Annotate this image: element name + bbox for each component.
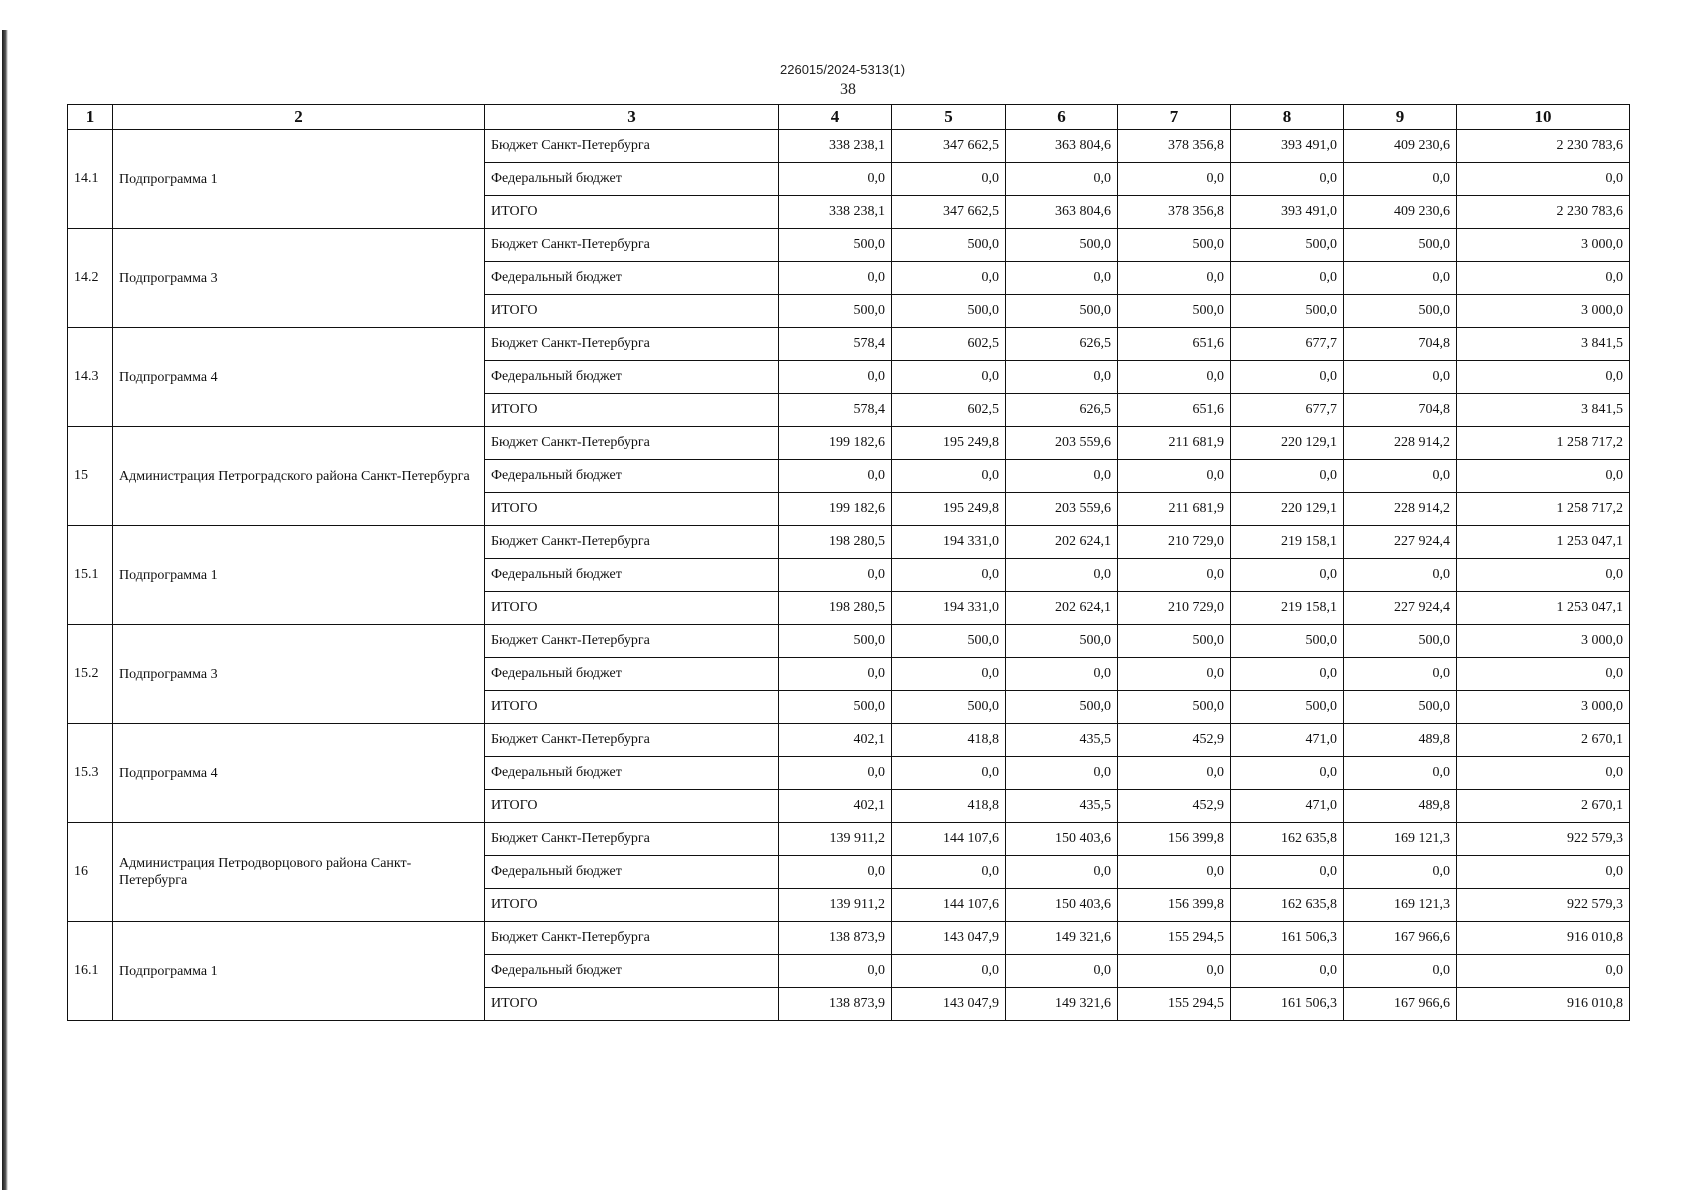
budget-table bbox=[67, 104, 1630, 1021]
scan-edge-shadow bbox=[2, 30, 8, 1190]
year-value: 0,0 bbox=[1006, 361, 1118, 394]
year-value: 500,0 bbox=[1118, 691, 1231, 724]
funding-source: Бюджет Санкт-Петербурга bbox=[485, 922, 779, 955]
year-value: 418,8 bbox=[892, 724, 1006, 757]
year-value: 409 230,6 bbox=[1344, 130, 1457, 163]
year-value: 347 662,5 bbox=[892, 130, 1006, 163]
year-value: 0,0 bbox=[1006, 262, 1118, 295]
year-value: 0,0 bbox=[1006, 559, 1118, 592]
year-value: 198 280,5 bbox=[779, 526, 892, 559]
year-value: 435,5 bbox=[1006, 790, 1118, 823]
year-value: 198 280,5 bbox=[779, 592, 892, 625]
year-value: 0,0 bbox=[1118, 856, 1231, 889]
year-value: 0,0 bbox=[779, 658, 892, 691]
year-value: 143 047,9 bbox=[892, 988, 1006, 1021]
year-value: 227 924,4 bbox=[1344, 592, 1457, 625]
year-value: 0,0 bbox=[892, 856, 1006, 889]
year-value: 0,0 bbox=[892, 361, 1006, 394]
year-value: 202 624,1 bbox=[1006, 526, 1118, 559]
year-value: 0,0 bbox=[1344, 658, 1457, 691]
total-value: 0,0 bbox=[1457, 757, 1630, 790]
year-value: 199 182,6 bbox=[779, 493, 892, 526]
year-value: 0,0 bbox=[892, 658, 1006, 691]
year-value: 0,0 bbox=[892, 757, 1006, 790]
column-header-10: 10 bbox=[1457, 105, 1630, 130]
funding-source: Бюджет Санкт-Петербурга bbox=[485, 130, 779, 163]
year-value: 149 321,6 bbox=[1006, 988, 1118, 1021]
year-value: 0,0 bbox=[1231, 361, 1344, 394]
total-value: 3 000,0 bbox=[1457, 625, 1630, 658]
year-value: 0,0 bbox=[1231, 559, 1344, 592]
year-value: 489,8 bbox=[1344, 724, 1457, 757]
year-value: 500,0 bbox=[1006, 625, 1118, 658]
year-value: 139 911,2 bbox=[779, 823, 892, 856]
document-id: 226015/2024-5313(1) bbox=[780, 62, 906, 77]
year-value: 378 356,8 bbox=[1118, 130, 1231, 163]
year-value: 0,0 bbox=[1006, 856, 1118, 889]
year-value: 0,0 bbox=[1118, 757, 1231, 790]
year-value: 500,0 bbox=[779, 691, 892, 724]
funding-source: Федеральный бюджет bbox=[485, 163, 779, 196]
total-value: 1 253 047,1 bbox=[1457, 526, 1630, 559]
total-value: 2 670,1 bbox=[1457, 724, 1630, 757]
year-value: 0,0 bbox=[892, 955, 1006, 988]
year-value: 155 294,5 bbox=[1118, 922, 1231, 955]
year-value: 167 966,6 bbox=[1344, 922, 1457, 955]
year-value: 195 249,8 bbox=[892, 493, 1006, 526]
year-value: 169 121,3 bbox=[1344, 823, 1457, 856]
year-value: 211 681,9 bbox=[1118, 493, 1231, 526]
total-value: 2 230 783,6 bbox=[1457, 196, 1630, 229]
year-value: 143 047,9 bbox=[892, 922, 1006, 955]
year-value: 0,0 bbox=[1118, 955, 1231, 988]
total-value: 0,0 bbox=[1457, 361, 1630, 394]
year-value: 0,0 bbox=[1344, 163, 1457, 196]
year-value: 338 238,1 bbox=[779, 130, 892, 163]
year-value: 210 729,0 bbox=[1118, 526, 1231, 559]
funding-source: Бюджет Санкт-Петербурга bbox=[485, 625, 779, 658]
year-value: 0,0 bbox=[1344, 361, 1457, 394]
year-value: 602,5 bbox=[892, 394, 1006, 427]
total-value: 3 000,0 bbox=[1457, 691, 1630, 724]
year-value: 0,0 bbox=[1006, 757, 1118, 790]
year-value: 0,0 bbox=[1006, 460, 1118, 493]
year-value: 0,0 bbox=[779, 460, 892, 493]
funding-source: Федеральный бюджет bbox=[485, 658, 779, 691]
column-header-3: 3 bbox=[485, 105, 779, 130]
year-value: 0,0 bbox=[1118, 163, 1231, 196]
total-value: 0,0 bbox=[1457, 658, 1630, 691]
total-value: 3 841,5 bbox=[1457, 394, 1630, 427]
year-value: 0,0 bbox=[1118, 361, 1231, 394]
year-value: 0,0 bbox=[1231, 955, 1344, 988]
year-value: 150 403,6 bbox=[1006, 823, 1118, 856]
funding-source: Бюджет Санкт-Петербурга bbox=[485, 328, 779, 361]
year-value: 677,7 bbox=[1231, 328, 1344, 361]
column-header-1: 1 bbox=[68, 105, 113, 130]
year-value: 0,0 bbox=[1118, 460, 1231, 493]
row-code: 15.3 bbox=[68, 724, 113, 823]
row-name: Администрация Петродворцового района Санкт-Петербурга bbox=[113, 823, 485, 922]
year-value: 202 624,1 bbox=[1006, 592, 1118, 625]
year-value: 393 491,0 bbox=[1231, 196, 1344, 229]
year-value: 409 230,6 bbox=[1344, 196, 1457, 229]
row-code: 15 bbox=[68, 427, 113, 526]
year-value: 138 873,9 bbox=[779, 922, 892, 955]
column-header-5: 5 bbox=[892, 105, 1006, 130]
table-row bbox=[68, 625, 1630, 658]
year-value: 161 506,3 bbox=[1231, 988, 1344, 1021]
funding-source: ИТОГО bbox=[485, 988, 779, 1021]
column-header-8: 8 bbox=[1231, 105, 1344, 130]
row-code: 14.1 bbox=[68, 130, 113, 229]
year-value: 0,0 bbox=[779, 955, 892, 988]
year-value: 500,0 bbox=[1231, 691, 1344, 724]
year-value: 0,0 bbox=[1231, 658, 1344, 691]
year-value: 471,0 bbox=[1231, 790, 1344, 823]
year-value: 347 662,5 bbox=[892, 196, 1006, 229]
year-value: 500,0 bbox=[779, 229, 892, 262]
year-value: 227 924,4 bbox=[1344, 526, 1457, 559]
table-row bbox=[68, 130, 1630, 163]
total-value: 922 579,3 bbox=[1457, 823, 1630, 856]
year-value: 0,0 bbox=[892, 262, 1006, 295]
year-value: 0,0 bbox=[779, 262, 892, 295]
row-name: Администрация Петроградского района Санкт-Петербурга bbox=[113, 427, 485, 526]
year-value: 211 681,9 bbox=[1118, 427, 1231, 460]
total-value: 1 258 717,2 bbox=[1457, 493, 1630, 526]
year-value: 363 804,6 bbox=[1006, 130, 1118, 163]
funding-source: ИТОГО bbox=[485, 394, 779, 427]
year-value: 210 729,0 bbox=[1118, 592, 1231, 625]
year-value: 149 321,6 bbox=[1006, 922, 1118, 955]
funding-source: Бюджет Санкт-Петербурга bbox=[485, 823, 779, 856]
column-header-7: 7 bbox=[1118, 105, 1231, 130]
year-value: 139 911,2 bbox=[779, 889, 892, 922]
year-value: 626,5 bbox=[1006, 328, 1118, 361]
total-value: 1 253 047,1 bbox=[1457, 592, 1630, 625]
funding-source: Федеральный бюджет bbox=[485, 361, 779, 394]
year-value: 393 491,0 bbox=[1231, 130, 1344, 163]
year-value: 0,0 bbox=[1006, 658, 1118, 691]
year-value: 203 559,6 bbox=[1006, 427, 1118, 460]
year-value: 220 129,1 bbox=[1231, 427, 1344, 460]
year-value: 0,0 bbox=[1006, 955, 1118, 988]
funding-source: Бюджет Санкт-Петербурга bbox=[485, 526, 779, 559]
year-value: 169 121,3 bbox=[1344, 889, 1457, 922]
year-value: 0,0 bbox=[1344, 460, 1457, 493]
year-value: 500,0 bbox=[892, 295, 1006, 328]
page-number: 38 bbox=[840, 81, 856, 98]
total-value: 1 258 717,2 bbox=[1457, 427, 1630, 460]
funding-source: Бюджет Санкт-Петербурга bbox=[485, 229, 779, 262]
year-value: 195 249,8 bbox=[892, 427, 1006, 460]
row-name: Подпрограмма 3 bbox=[113, 625, 485, 724]
year-value: 500,0 bbox=[1006, 229, 1118, 262]
total-value: 0,0 bbox=[1457, 163, 1630, 196]
year-value: 0,0 bbox=[892, 163, 1006, 196]
year-value: 0,0 bbox=[1006, 163, 1118, 196]
year-value: 500,0 bbox=[1344, 229, 1457, 262]
year-value: 203 559,6 bbox=[1006, 493, 1118, 526]
table-body bbox=[68, 130, 1630, 1021]
year-value: 219 158,1 bbox=[1231, 526, 1344, 559]
total-value: 916 010,8 bbox=[1457, 988, 1630, 1021]
funding-source: ИТОГО bbox=[485, 295, 779, 328]
year-value: 402,1 bbox=[779, 790, 892, 823]
row-name: Подпрограмма 4 bbox=[113, 724, 485, 823]
row-code: 14.3 bbox=[68, 328, 113, 427]
year-value: 0,0 bbox=[1344, 262, 1457, 295]
year-value: 150 403,6 bbox=[1006, 889, 1118, 922]
year-value: 155 294,5 bbox=[1118, 988, 1231, 1021]
year-value: 0,0 bbox=[1118, 262, 1231, 295]
funding-source: ИТОГО bbox=[485, 592, 779, 625]
row-code: 15.2 bbox=[68, 625, 113, 724]
year-value: 402,1 bbox=[779, 724, 892, 757]
table-row bbox=[68, 427, 1630, 460]
column-header-4: 4 bbox=[779, 105, 892, 130]
year-value: 704,8 bbox=[1344, 328, 1457, 361]
year-value: 162 635,8 bbox=[1231, 889, 1344, 922]
total-value: 3 000,0 bbox=[1457, 229, 1630, 262]
year-value: 156 399,8 bbox=[1118, 823, 1231, 856]
year-value: 220 129,1 bbox=[1231, 493, 1344, 526]
year-value: 500,0 bbox=[1231, 625, 1344, 658]
year-value: 338 238,1 bbox=[779, 196, 892, 229]
year-value: 500,0 bbox=[1006, 295, 1118, 328]
funding-source: ИТОГО bbox=[485, 691, 779, 724]
year-value: 500,0 bbox=[1344, 625, 1457, 658]
table-row bbox=[68, 823, 1630, 856]
year-value: 435,5 bbox=[1006, 724, 1118, 757]
funding-source: ИТОГО bbox=[485, 790, 779, 823]
year-value: 138 873,9 bbox=[779, 988, 892, 1021]
row-code: 16.1 bbox=[68, 922, 113, 1021]
year-value: 0,0 bbox=[1344, 559, 1457, 592]
year-value: 194 331,0 bbox=[892, 592, 1006, 625]
year-value: 156 399,8 bbox=[1118, 889, 1231, 922]
year-value: 500,0 bbox=[1118, 295, 1231, 328]
column-header-2: 2 bbox=[113, 105, 485, 130]
row-name: Подпрограмма 1 bbox=[113, 922, 485, 1021]
total-value: 0,0 bbox=[1457, 460, 1630, 493]
year-value: 228 914,2 bbox=[1344, 427, 1457, 460]
total-value: 922 579,3 bbox=[1457, 889, 1630, 922]
total-value: 0,0 bbox=[1457, 955, 1630, 988]
total-value: 2 230 783,6 bbox=[1457, 130, 1630, 163]
row-name: Подпрограмма 1 bbox=[113, 526, 485, 625]
year-value: 602,5 bbox=[892, 328, 1006, 361]
year-value: 0,0 bbox=[1231, 163, 1344, 196]
year-value: 500,0 bbox=[1231, 295, 1344, 328]
funding-source: Федеральный бюджет bbox=[485, 559, 779, 592]
year-value: 651,6 bbox=[1118, 394, 1231, 427]
year-value: 500,0 bbox=[1344, 691, 1457, 724]
year-value: 0,0 bbox=[1118, 658, 1231, 691]
year-value: 0,0 bbox=[779, 757, 892, 790]
funding-source: Федеральный бюджет bbox=[485, 757, 779, 790]
table-row bbox=[68, 724, 1630, 757]
year-value: 0,0 bbox=[1231, 262, 1344, 295]
year-value: 452,9 bbox=[1118, 790, 1231, 823]
column-header-6: 6 bbox=[1006, 105, 1118, 130]
year-value: 0,0 bbox=[1231, 460, 1344, 493]
row-code: 14.2 bbox=[68, 229, 113, 328]
funding-source: Бюджет Санкт-Петербурга bbox=[485, 427, 779, 460]
row-code: 16 bbox=[68, 823, 113, 922]
year-value: 500,0 bbox=[779, 295, 892, 328]
total-value: 3 841,5 bbox=[1457, 328, 1630, 361]
year-value: 677,7 bbox=[1231, 394, 1344, 427]
table-row bbox=[68, 526, 1630, 559]
year-value: 578,4 bbox=[779, 394, 892, 427]
header-row bbox=[68, 105, 1630, 130]
year-value: 194 331,0 bbox=[892, 526, 1006, 559]
row-code: 15.1 bbox=[68, 526, 113, 625]
year-value: 0,0 bbox=[779, 856, 892, 889]
year-value: 500,0 bbox=[892, 625, 1006, 658]
total-value: 0,0 bbox=[1457, 856, 1630, 889]
year-value: 167 966,6 bbox=[1344, 988, 1457, 1021]
year-value: 500,0 bbox=[892, 691, 1006, 724]
year-value: 162 635,8 bbox=[1231, 823, 1344, 856]
year-value: 0,0 bbox=[1344, 757, 1457, 790]
total-value: 2 670,1 bbox=[1457, 790, 1630, 823]
year-value: 0,0 bbox=[1344, 856, 1457, 889]
total-value: 916 010,8 bbox=[1457, 922, 1630, 955]
year-value: 144 107,6 bbox=[892, 823, 1006, 856]
year-value: 161 506,3 bbox=[1231, 922, 1344, 955]
year-value: 378 356,8 bbox=[1118, 196, 1231, 229]
year-value: 704,8 bbox=[1344, 394, 1457, 427]
row-name: Подпрограмма 1 bbox=[113, 130, 485, 229]
year-value: 0,0 bbox=[779, 361, 892, 394]
year-value: 219 158,1 bbox=[1231, 592, 1344, 625]
year-value: 0,0 bbox=[1344, 955, 1457, 988]
year-value: 0,0 bbox=[779, 559, 892, 592]
table-row bbox=[68, 328, 1630, 361]
year-value: 578,4 bbox=[779, 328, 892, 361]
year-value: 228 914,2 bbox=[1344, 493, 1457, 526]
row-name: Подпрограмма 3 bbox=[113, 229, 485, 328]
year-value: 0,0 bbox=[892, 460, 1006, 493]
year-value: 500,0 bbox=[1006, 691, 1118, 724]
funding-source: Бюджет Санкт-Петербурга bbox=[485, 724, 779, 757]
year-value: 500,0 bbox=[1118, 625, 1231, 658]
year-value: 199 182,6 bbox=[779, 427, 892, 460]
year-value: 500,0 bbox=[892, 229, 1006, 262]
year-value: 0,0 bbox=[1118, 559, 1231, 592]
year-value: 500,0 bbox=[779, 625, 892, 658]
year-value: 500,0 bbox=[1344, 295, 1457, 328]
year-value: 500,0 bbox=[1118, 229, 1231, 262]
year-value: 452,9 bbox=[1118, 724, 1231, 757]
year-value: 418,8 bbox=[892, 790, 1006, 823]
year-value: 651,6 bbox=[1118, 328, 1231, 361]
funding-source: ИТОГО bbox=[485, 493, 779, 526]
year-value: 500,0 bbox=[1231, 229, 1344, 262]
funding-source: Федеральный бюджет bbox=[485, 856, 779, 889]
year-value: 0,0 bbox=[779, 163, 892, 196]
column-header-9: 9 bbox=[1344, 105, 1457, 130]
funding-source: ИТОГО bbox=[485, 196, 779, 229]
year-value: 489,8 bbox=[1344, 790, 1457, 823]
year-value: 363 804,6 bbox=[1006, 196, 1118, 229]
total-value: 0,0 bbox=[1457, 559, 1630, 592]
year-value: 0,0 bbox=[892, 559, 1006, 592]
total-value: 3 000,0 bbox=[1457, 295, 1630, 328]
table-row bbox=[68, 922, 1630, 955]
funding-source: ИТОГО bbox=[485, 889, 779, 922]
year-value: 0,0 bbox=[1231, 856, 1344, 889]
table-header bbox=[68, 105, 1630, 130]
row-name: Подпрограмма 4 bbox=[113, 328, 485, 427]
total-value: 0,0 bbox=[1457, 262, 1630, 295]
year-value: 0,0 bbox=[1231, 757, 1344, 790]
funding-source: Федеральный бюджет bbox=[485, 460, 779, 493]
year-value: 471,0 bbox=[1231, 724, 1344, 757]
funding-source: Федеральный бюджет bbox=[485, 955, 779, 988]
funding-source: Федеральный бюджет bbox=[485, 262, 779, 295]
table-row bbox=[68, 229, 1630, 262]
year-value: 626,5 bbox=[1006, 394, 1118, 427]
year-value: 144 107,6 bbox=[892, 889, 1006, 922]
